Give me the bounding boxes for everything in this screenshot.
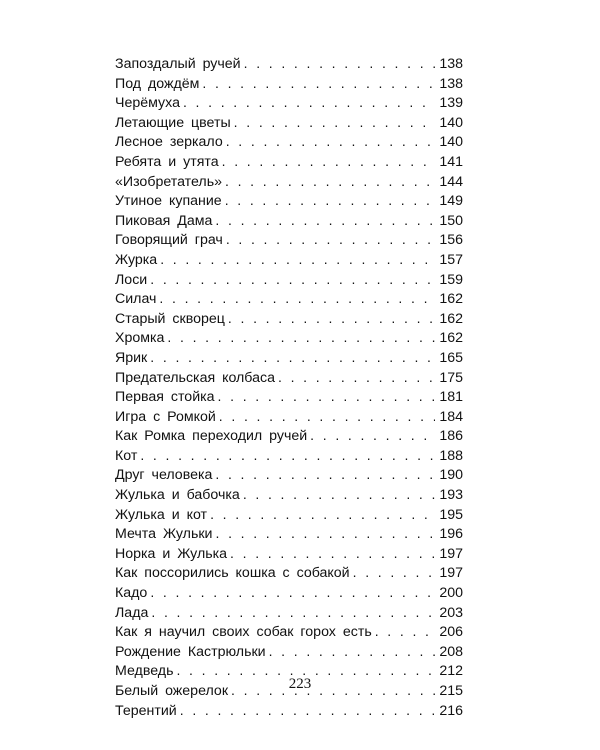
toc-entry-title: Ярик (115, 349, 148, 366)
toc-entry-page: 149 (439, 193, 463, 210)
toc-entry-page: 215 (439, 683, 463, 699)
toc-entry[interactable] (115, 701, 463, 721)
toc-entry-page: 212 (439, 663, 463, 680)
toc-entry[interactable] (115, 270, 463, 290)
toc-entry-title: Хромка (115, 330, 165, 347)
dot-leader (310, 426, 435, 446)
toc-entry-title: Говорящий грач (115, 232, 223, 249)
dot-leader (375, 622, 435, 642)
toc-entry[interactable] (115, 426, 463, 446)
dot-leader (150, 583, 435, 603)
toc-entry-title: Запоздалый ручей (115, 56, 241, 72)
toc-entry-title: Утиное купание (115, 193, 222, 210)
toc-entry-title: Рождение Кастрюльки (115, 643, 266, 660)
toc-entry-page: 197 (439, 545, 463, 562)
toc-entry-title: Как Ромка переходил ручей (115, 428, 308, 445)
toc-entry-title: Лесное зеркало (115, 134, 223, 151)
toc-entry-page: 138 (439, 75, 463, 92)
dot-leader (183, 93, 435, 113)
dot-leader (215, 211, 435, 231)
table-of-contents (115, 54, 463, 720)
toc-entry-title: Ребята и утята (115, 153, 219, 170)
dot-leader (159, 289, 435, 309)
dot-leader (353, 563, 435, 583)
toc-entry-title: Как я научил своих собак горох есть (115, 624, 372, 641)
toc-entry[interactable] (115, 387, 463, 407)
toc-entry-page: 193 (439, 487, 463, 504)
toc-entry-page: 200 (439, 585, 463, 602)
toc-entry-title: Игра с Ромкой (115, 408, 216, 425)
toc-entry[interactable] (115, 524, 463, 544)
toc-entry[interactable] (115, 465, 463, 485)
toc-entry-title: Терентий (115, 702, 177, 719)
toc-entry-title: Предательская колбаса (115, 369, 275, 386)
dot-leader (202, 74, 435, 94)
toc-entry-page: 216 (439, 702, 463, 719)
toc-entry-page: 196 (439, 526, 463, 543)
toc-entry-page: 159 (439, 271, 463, 288)
toc-entry[interactable] (115, 622, 463, 642)
toc-entry-title: Жулька и кот (115, 506, 208, 523)
toc-entry[interactable] (115, 289, 463, 309)
toc-entry-title: Пиковая Дама (115, 212, 213, 229)
dot-leader (180, 701, 435, 721)
dot-leader (150, 270, 435, 290)
toc-entry[interactable] (115, 191, 463, 211)
dot-leader (150, 348, 435, 368)
toc-entry[interactable] (115, 54, 463, 74)
toc-entry[interactable] (115, 211, 463, 231)
toc-entry-page: 181 (439, 389, 463, 406)
toc-entry[interactable] (115, 563, 463, 583)
toc-entry-page: 175 (439, 369, 463, 386)
toc-entry-title: Мечта Жульки (115, 526, 213, 543)
toc-entry-page: 206 (439, 624, 463, 641)
toc-entry-title: Кадо (115, 585, 148, 602)
dot-leader (210, 505, 435, 525)
dot-leader (222, 152, 435, 172)
toc-entry[interactable] (115, 230, 463, 250)
toc-entry-page: 140 (439, 134, 463, 151)
toc-entry[interactable] (115, 250, 463, 270)
toc-entry-title: Норка и Жулька (115, 545, 228, 562)
dot-leader (160, 250, 435, 270)
toc-entry-page: 157 (439, 251, 463, 268)
dot-leader (244, 54, 435, 74)
toc-entry[interactable] (115, 152, 463, 172)
toc-entry-title: Первая стойка (115, 389, 215, 406)
toc-entry-page: 165 (439, 349, 463, 366)
dot-leader (151, 603, 435, 623)
dot-leader (234, 113, 435, 133)
toc-entry[interactable] (115, 348, 463, 368)
toc-entry[interactable] (115, 446, 463, 466)
toc-entry-title: Белый ожерелок (115, 683, 229, 699)
toc-entry[interactable] (115, 407, 463, 427)
dot-leader (225, 172, 435, 192)
toc-entry[interactable] (115, 328, 463, 348)
toc-entry-page: 162 (439, 291, 463, 308)
toc-entry-title: Лоси (115, 271, 148, 288)
toc-entry-page: 190 (439, 467, 463, 484)
toc-entry[interactable] (115, 642, 463, 662)
dot-leader (230, 544, 435, 564)
toc-entry-page: 162 (439, 330, 463, 347)
toc-entry-title: «Изобретатель» (115, 173, 222, 190)
toc-entry[interactable] (115, 505, 463, 525)
toc-entry-title: Журка (115, 251, 158, 268)
toc-entry-page: 144 (439, 173, 463, 190)
dot-leader (228, 309, 435, 329)
toc-entry[interactable] (115, 74, 463, 94)
toc-entry-page: 150 (439, 212, 463, 229)
dot-leader (226, 230, 435, 250)
toc-entry-page: 188 (439, 447, 463, 464)
toc-entry-page: 208 (439, 643, 463, 660)
toc-entry[interactable] (115, 485, 463, 505)
toc-entry[interactable] (115, 368, 463, 388)
toc-entry-title: Медведь (115, 663, 174, 680)
dot-leader (215, 524, 435, 544)
toc-entry-page: 197 (439, 565, 463, 582)
toc-entry-title: Друг человека (115, 467, 213, 484)
toc-entry[interactable] (115, 583, 463, 603)
toc-entry-page: 139 (439, 95, 463, 112)
toc-entry-page: 141 (439, 153, 463, 170)
toc-entry-title: Лада (115, 604, 149, 621)
toc-entry[interactable] (115, 93, 463, 113)
toc-entry-page: 184 (439, 408, 463, 425)
dot-leader (269, 642, 435, 662)
dot-leader (226, 132, 435, 152)
toc-entry[interactable] (115, 113, 463, 133)
toc-entry-page: 140 (439, 114, 463, 131)
dot-leader (278, 368, 435, 388)
toc-entry-page: 203 (439, 604, 463, 621)
dot-leader (140, 446, 435, 466)
dot-leader (225, 191, 435, 211)
toc-entry-title: Летающие цветы (115, 114, 231, 131)
toc-entry[interactable] (115, 603, 463, 623)
toc-entry-page: 156 (439, 232, 463, 249)
toc-entry-title: Жулька и бабочка (115, 487, 240, 504)
toc-entry-title: Как поссорились кошка с собакой (115, 565, 350, 582)
toc-entry[interactable] (115, 172, 463, 192)
toc-entry[interactable] (115, 309, 463, 329)
toc-entry-title: Старый скворец (115, 310, 225, 327)
toc-entry-page: 162 (439, 310, 463, 327)
dot-leader (218, 387, 435, 407)
dot-leader (219, 407, 435, 427)
toc-entry-title: Под дождём (115, 75, 200, 92)
toc-entry[interactable] (115, 132, 463, 152)
page-number: 223 (288, 676, 312, 692)
toc-entry-title: Кот (115, 447, 138, 464)
toc-entry-page: 195 (439, 506, 463, 523)
dot-leader (167, 328, 435, 348)
dot-leader (215, 465, 435, 485)
dot-leader (243, 485, 435, 505)
toc-entry[interactable] (115, 544, 463, 564)
toc-entry-page: 186 (439, 428, 463, 445)
toc-entry-page: 138 (439, 56, 463, 72)
toc-entry-title: Черёмуха (115, 95, 180, 112)
toc-entry-title: Силач (115, 291, 157, 308)
